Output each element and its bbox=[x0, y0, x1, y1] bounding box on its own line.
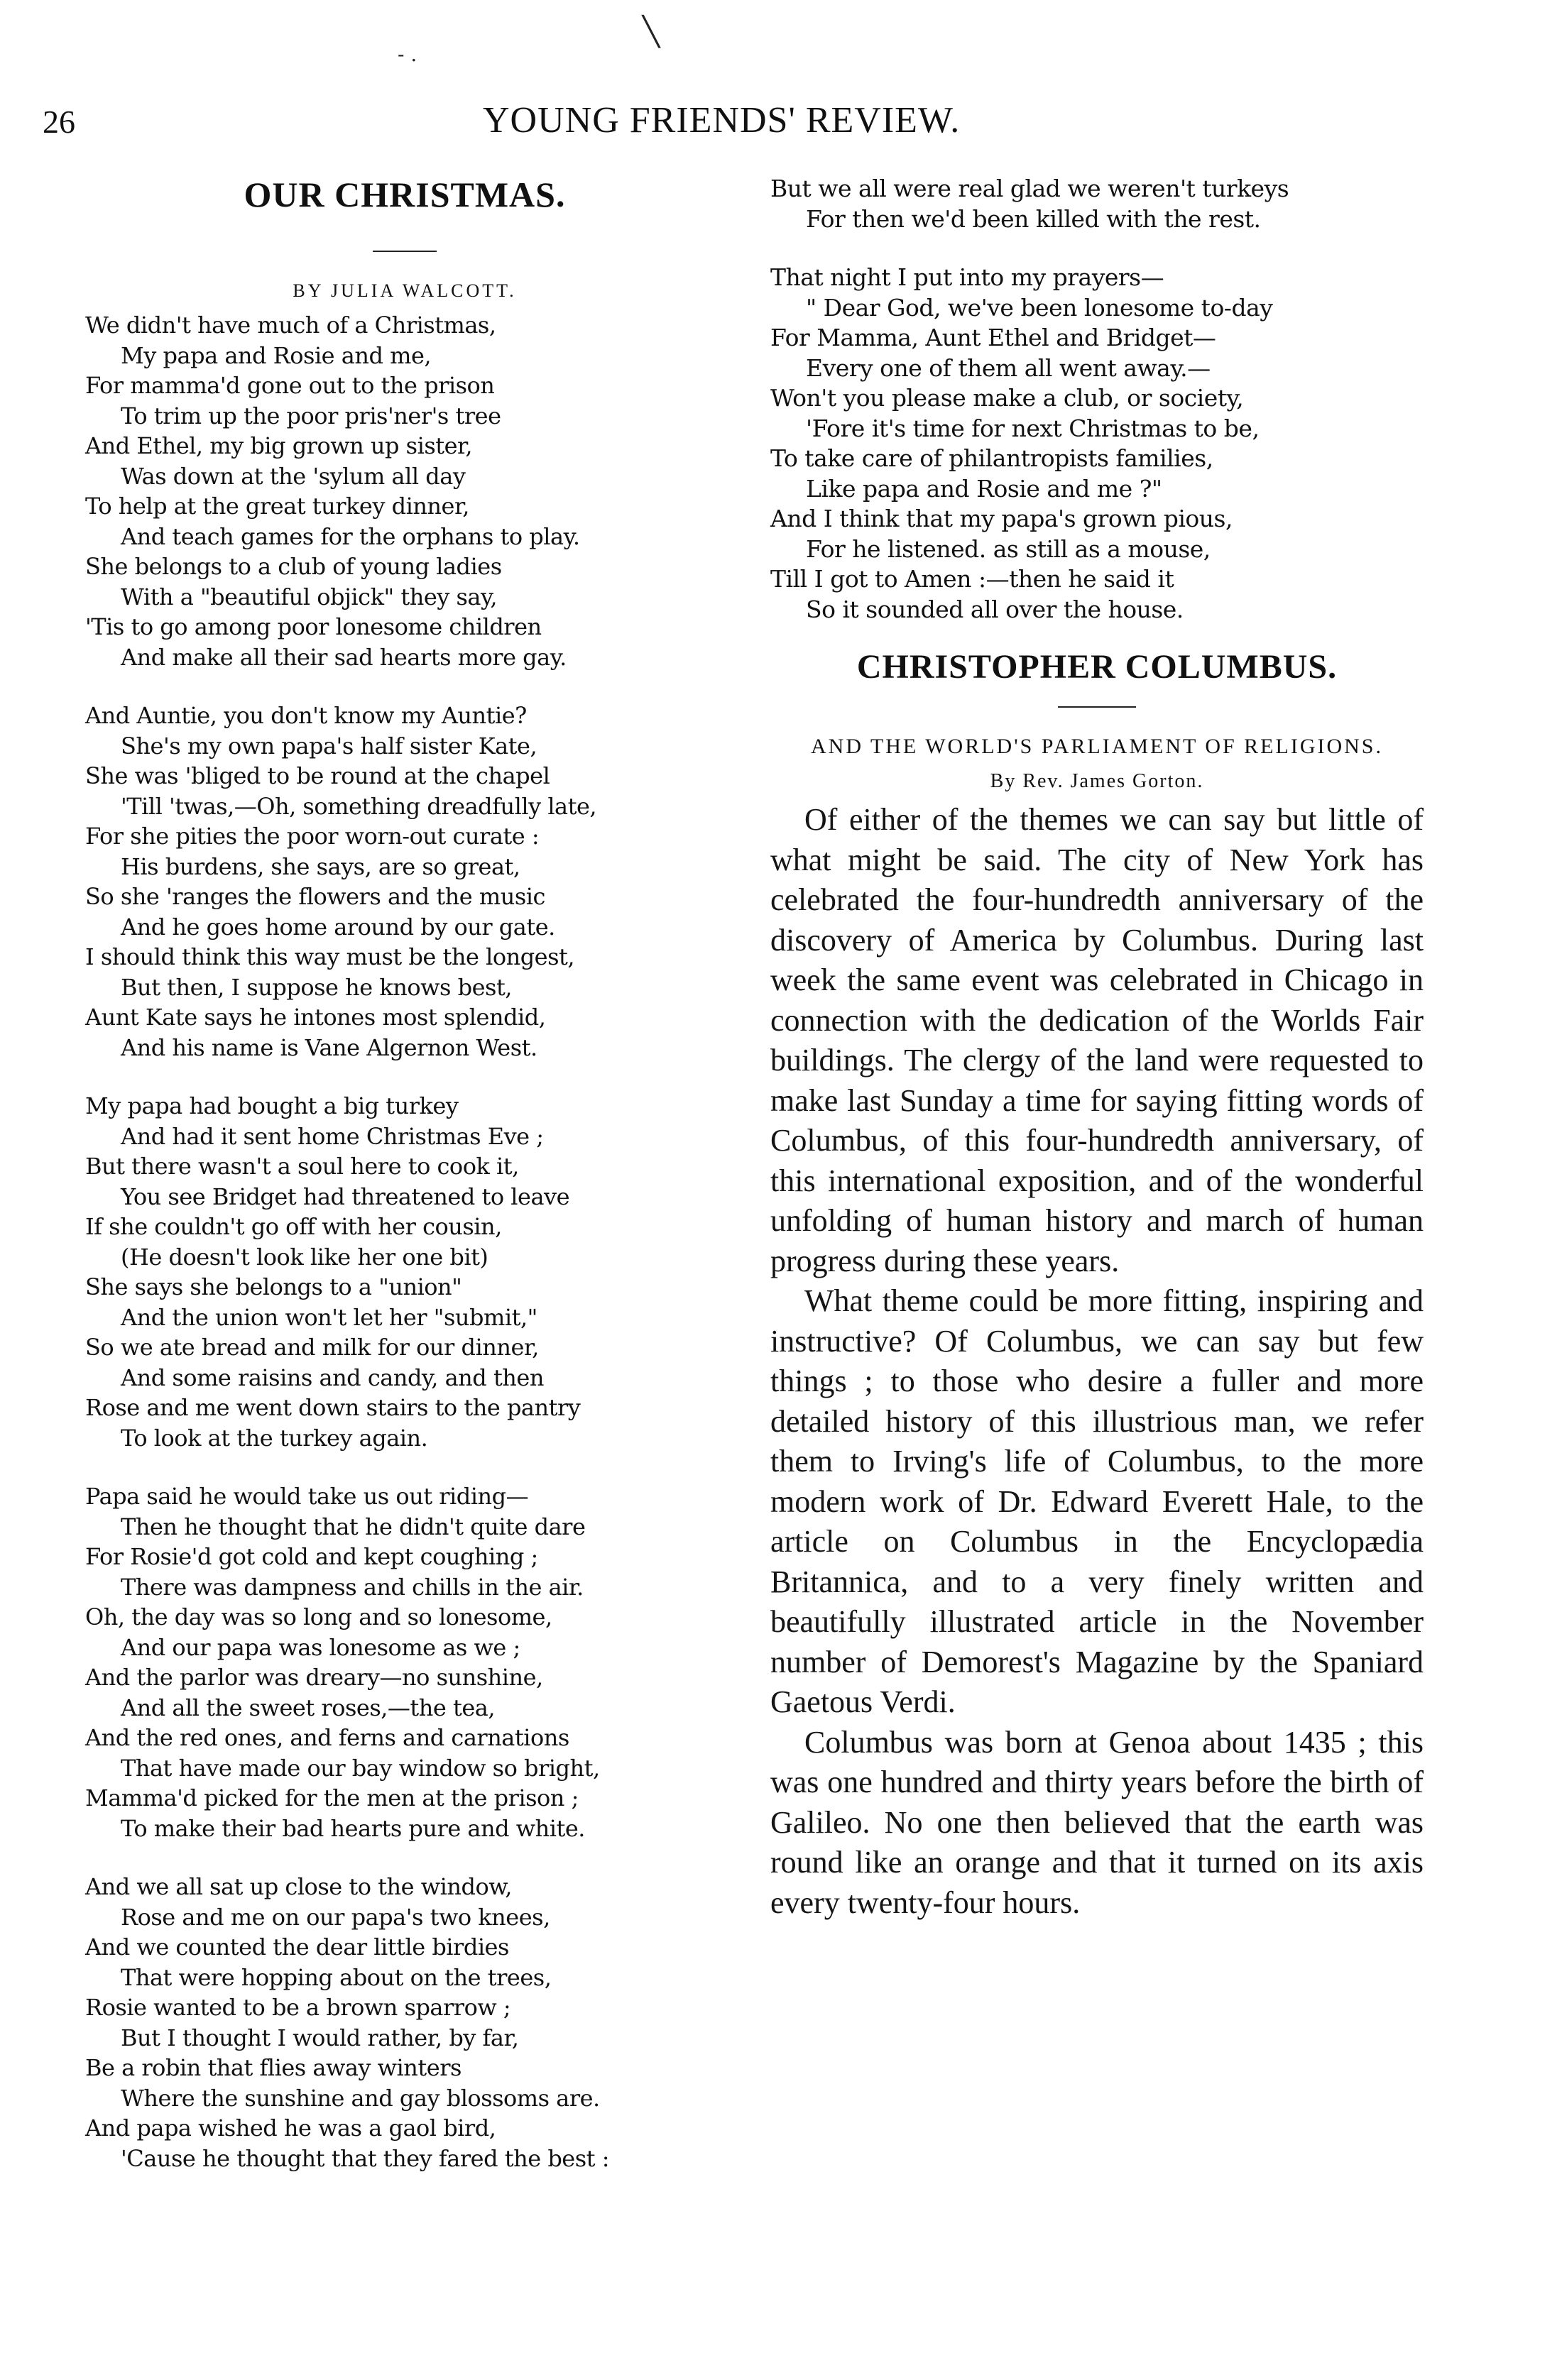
scan-mark: ╲ bbox=[643, 16, 660, 48]
poem-line: But I thought I would rather, by far, bbox=[121, 2024, 519, 2051]
poem-line: Won't you please make a club, or society, bbox=[770, 384, 1244, 412]
poem-line: She's my own papa's half sister Kate, bbox=[121, 732, 537, 759]
page-number: 26 bbox=[43, 104, 75, 140]
poem-line: And our papa was lonesome as we ; bbox=[121, 1633, 520, 1661]
poem-line: Rose and me went down stairs to the pantry bbox=[85, 1394, 581, 1421]
poem-continuation bbox=[770, 174, 1424, 625]
poem-line: " Dear God, we've been lonesome to-day bbox=[806, 293, 1273, 322]
left-column bbox=[85, 174, 724, 2202]
article-title-rule bbox=[1058, 706, 1136, 708]
poem-line: So she 'ranges the flowers and the music bbox=[85, 883, 545, 910]
poem-line: For Mamma, Aunt Ethel and Bridget— bbox=[770, 324, 1216, 351]
poem-line: That night I put into my prayers— bbox=[770, 263, 1164, 291]
poem-line: With a "beautiful objick" they say, bbox=[121, 583, 497, 610]
poem-line: Mamma'd picked for the men at the prison ; bbox=[85, 1784, 579, 1811]
poem-line: To look at the turkey again. bbox=[121, 1424, 428, 1452]
poem-line: So it sounded all over the house. bbox=[806, 595, 1184, 623]
article-body bbox=[770, 800, 1424, 1923]
poem-line: Aunt Kate says he intones most splendid, bbox=[85, 1004, 546, 1031]
right-column bbox=[770, 174, 1424, 1923]
poem-line: And Ethel, my big grown up sister, bbox=[85, 432, 472, 459]
poem-line: And make all their sad hearts more gay. bbox=[121, 643, 567, 671]
poem-line: My papa and Rosie and me, bbox=[121, 341, 432, 369]
poem-line: And teach games for the orphans to play. bbox=[121, 522, 580, 550]
poem-line: (He doesn't look like her one bit) bbox=[121, 1243, 488, 1271]
poem-line: But then, I suppose he knows best, bbox=[121, 973, 512, 1001]
poem-line: That have made our bay window so bright, bbox=[121, 1754, 600, 1782]
article-title: CHRISTOPHER COLUMBUS. bbox=[856, 648, 1338, 686]
poem-stanza bbox=[770, 263, 1424, 625]
article-paragraph: Of either of the themes we can say but little of what might be said. The city of New York has celebrated the four-hundredth anniversary of the discovery of America by Columbus. During last week the same event was celebrated in Chicago in connection with the dedication of the Worlds Fair buildings. The clergy of the land were requested to make last Sunday a time for saying fitting words of Columbus, of this four-hundredth anniversary, of this international exposition, and of the wonderful unfolding of human history and march of human progress during these years. bbox=[770, 802, 1424, 1278]
poem-line: And the parlor was dreary—no sunshine, bbox=[85, 1664, 543, 1691]
poem-line: That were hopping about on the trees, bbox=[121, 1963, 552, 1991]
poem-byline: BY JULIA WALCOTT. bbox=[293, 280, 517, 301]
poem-line: His burdens, she says, are so great, bbox=[121, 852, 520, 880]
poem-line: Rose and me on our papa's two knees, bbox=[121, 1903, 550, 1931]
poem-line: For Rosie'd got cold and kept coughing ; bbox=[85, 1543, 538, 1570]
title-rule bbox=[373, 251, 437, 252]
poem-line: And all the sweet roses,—the tea, bbox=[121, 1694, 496, 1721]
poem-line: Where the sunshine and gay blossoms are. bbox=[121, 2084, 600, 2112]
article-paragraph: Columbus was born at Genoa about 1435 ; this was one hundred and thirty years before the birth of Galileo. No one then believed that the earth was round like an orange and that it turned on its axis every twenty-four hours. bbox=[770, 1724, 1424, 1920]
poem-line: And we counted the dear little birdies bbox=[85, 1934, 509, 1961]
poem-line: Then he thought that he didn't quite dare bbox=[121, 1513, 586, 1540]
poem-line: Be a robin that flies away winters bbox=[85, 2054, 462, 2081]
poem-line: So we ate bread and milk for our dinner, bbox=[85, 1334, 539, 1361]
poem-line: 'Tis to go among poor lonesome children bbox=[85, 613, 542, 640]
poem-line: If she couldn't go off with her cousin, bbox=[85, 1213, 502, 1240]
poem-line: Rosie wanted to be a brown sparrow ; bbox=[85, 1994, 511, 2021]
poem-line: And I think that my papa's grown pious, bbox=[770, 505, 1233, 532]
poem-line: And Auntie, you don't know my Auntie? bbox=[85, 702, 527, 729]
poem-line: And the union won't let her "submit," bbox=[121, 1303, 537, 1331]
poem-line: And the red ones, and ferns and carnations bbox=[85, 1724, 569, 1751]
poem-line: She was 'bliged to be round at the chapel bbox=[85, 762, 550, 789]
poem-line: To trim up the poor pris'ner's tree bbox=[121, 402, 501, 429]
poem-body bbox=[85, 310, 724, 2173]
poem-line: We didn't have much of a Christmas, bbox=[85, 312, 496, 339]
poem-line: She belongs to a club of young ladies bbox=[85, 553, 502, 580]
poem-line: You see Bridget had threatened to leave bbox=[121, 1183, 570, 1210]
poem-line: And papa wished he was a gaol bird, bbox=[85, 2115, 496, 2142]
poem-line: She says she belongs to a "union" bbox=[85, 1273, 462, 1300]
poem-line: But there wasn't a soul here to cook it, bbox=[85, 1153, 519, 1180]
poem-stanza bbox=[85, 701, 724, 1063]
poem-line: To make their bad hearts pure and white. bbox=[121, 1814, 585, 1842]
poem-line: To take care of philantropists families, bbox=[770, 444, 1213, 472]
poem-line: Every one of them all went away.— bbox=[806, 353, 1211, 382]
poem-line: I should think this way must be the longest, bbox=[85, 943, 575, 970]
poem-line: And some raisins and candy, and then bbox=[121, 1364, 544, 1391]
poem-line: There was dampness and chills in the air. bbox=[121, 1573, 584, 1601]
poem-line: 'Till 'twas,—Oh, something dreadfully late, bbox=[121, 792, 597, 820]
poem-title: OUR CHRISTMAS. bbox=[244, 175, 566, 214]
poem-line: Papa said he would take us out riding— bbox=[85, 1483, 529, 1510]
poem-line: 'Cause he thought that they fared the best : bbox=[121, 2144, 609, 2172]
poem-line: For he listened. as still as a mouse, bbox=[806, 534, 1211, 563]
running-head: YOUNG FRIENDS' REVIEW. bbox=[483, 100, 961, 141]
poem-stanza bbox=[85, 1481, 724, 1843]
poem-line: Like papa and Rosie and me ?" bbox=[806, 474, 1162, 503]
poem-line: To help at the great turkey dinner, bbox=[85, 493, 469, 520]
poem-line: And his name is Vane Algernon West. bbox=[121, 1033, 537, 1061]
article-author: By Rev. James Gorton. bbox=[990, 770, 1204, 792]
poem-line: Oh, the day was so long and so lonesome, bbox=[85, 1603, 552, 1630]
poem-stanza bbox=[85, 1872, 724, 2173]
article-subtitle: AND THE WORLD'S PARLIAMENT OF RELIGIONS. bbox=[810, 735, 1383, 758]
poem-line: My papa had bought a big turkey bbox=[85, 1092, 459, 1119]
poem-stanza bbox=[770, 174, 1424, 234]
poem-stanza bbox=[85, 310, 724, 672]
poem-line: For she pities the poor worn-out curate : bbox=[85, 823, 540, 850]
poem-stanza bbox=[85, 1091, 724, 1453]
poem-line: But we all were real glad we weren't turkeys bbox=[770, 175, 1289, 202]
poem-line: For mamma'd gone out to the prison bbox=[85, 372, 495, 399]
poem-line: And we all sat up close to the window, bbox=[85, 1873, 512, 1900]
poem-line: For then we'd been killed with the rest. bbox=[806, 204, 1261, 233]
poem-line: And had it sent home Christmas Eve ; bbox=[121, 1122, 544, 1150]
poem-line: And he goes home around by our gate. bbox=[121, 913, 555, 941]
scan-mark: - . bbox=[398, 43, 417, 66]
poem-line: Till I got to Amen :—then he said it bbox=[770, 565, 1174, 593]
poem-line: 'Fore it's time for next Christmas to be, bbox=[806, 414, 1260, 442]
poem-line: Was down at the 'sylum all day bbox=[121, 462, 466, 490]
article-paragraph: What theme could be more fitting, inspiring and instructive? Of Columbus, we can say but few things ; to those who desire a fuller and more detailed history of this illustrious man, we refer them to Irving's life of Columbus, to the more modern work of Dr. Edward Everett Hale, to the article on Columbus in the Encyclopædia Britannica, and to a very finely written and beautifully illustrated article in the November number of Demorest's Magazine by the Spaniard Gaetous Verdi. bbox=[770, 1283, 1424, 1719]
